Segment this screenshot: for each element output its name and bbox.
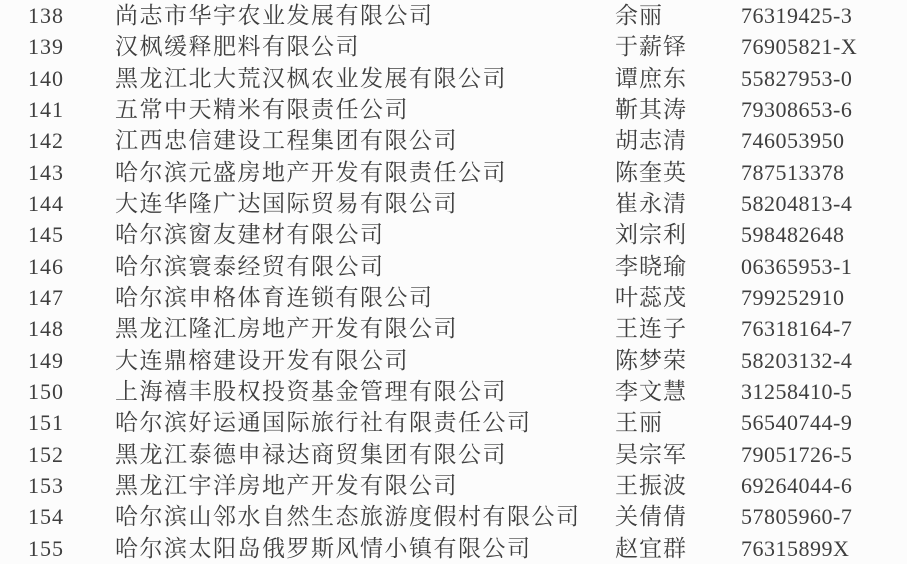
legal-representative-cell: 靳其涛 — [615, 96, 687, 122]
registration-code-cell: 79308653-6 — [741, 96, 853, 122]
row-number-cell: 144 — [28, 190, 64, 216]
registration-code-cell: 799252910 — [741, 284, 845, 310]
registration-code-cell: 76318164-7 — [741, 316, 853, 342]
registration-code-cell: 58203132-4 — [741, 347, 853, 373]
legal-representative-cell: 胡志清 — [615, 128, 687, 154]
registration-code-cell: 746053950 — [741, 128, 845, 154]
row-number-cell: 142 — [28, 128, 64, 154]
legal-representative-cell: 崔永清 — [615, 190, 687, 216]
registration-code-cell: 76905821-X — [741, 34, 858, 60]
row-number-cell: 146 — [28, 253, 64, 279]
company-name-cell: 哈尔滨元盛房地产开发有限责任公司 — [115, 159, 507, 185]
legal-representative-cell: 陈梦荣 — [615, 347, 687, 373]
legal-representative-cell: 关倩倩 — [615, 504, 687, 530]
legal-representative-cell: 王丽 — [615, 410, 663, 436]
legal-representative-cell: 陈奎英 — [615, 159, 687, 185]
row-number-cell: 155 — [28, 535, 64, 561]
company-name-cell: 尚志市华宇农业发展有限公司 — [115, 3, 434, 28]
company-name-cell: 哈尔滨窗友建材有限公司 — [115, 222, 385, 248]
registration-code-cell: 76315899X — [741, 535, 850, 561]
row-number-cell: 145 — [28, 222, 64, 248]
registration-code-cell: 69264044-6 — [741, 472, 853, 498]
legal-representative-cell: 赵宜群 — [615, 535, 687, 561]
table-row — [0, 157, 907, 188]
table-row — [0, 501, 907, 532]
table-row — [0, 282, 907, 313]
company-name-cell: 五常中天精米有限责任公司 — [115, 96, 409, 122]
legal-representative-cell: 于薪铎 — [615, 34, 687, 60]
company-name-cell: 黑龙江北大荒汉枫农业发展有限公司 — [115, 65, 507, 91]
row-number-cell: 143 — [28, 159, 64, 185]
table-row — [0, 470, 907, 501]
company-name-cell: 上海禧丰股权投资基金管理有限公司 — [115, 378, 507, 404]
registration-code-cell: 55827953-0 — [741, 65, 853, 91]
row-number-cell: 153 — [28, 472, 64, 498]
row-number-cell: 151 — [28, 410, 64, 436]
company-name-cell: 大连华隆广达国际贸易有限公司 — [115, 190, 458, 216]
row-number-cell: 152 — [28, 441, 64, 467]
company-name-cell: 哈尔滨好运通国际旅行社有限责任公司 — [115, 410, 532, 436]
registration-code-cell: 598482648 — [741, 222, 845, 248]
legal-representative-cell: 李晓瑜 — [615, 253, 687, 279]
company-name-cell: 哈尔滨寰泰经贸有限公司 — [115, 253, 385, 279]
table-row — [0, 533, 907, 564]
legal-representative-cell: 刘宗利 — [615, 222, 687, 248]
company-name-cell: 哈尔滨申格体育连锁有限公司 — [115, 284, 434, 310]
registration-code-cell: 57805960-7 — [741, 504, 853, 530]
registration-code-cell: 06365953-1 — [741, 253, 853, 279]
row-number-cell: 138 — [28, 3, 64, 28]
table-row — [0, 188, 907, 219]
table-row — [0, 94, 907, 125]
table-row — [0, 439, 907, 470]
row-number-cell: 147 — [28, 284, 64, 310]
legal-representative-cell: 王振波 — [615, 472, 687, 498]
row-number-cell: 141 — [28, 96, 64, 122]
legal-representative-cell: 叶蕊茂 — [615, 284, 687, 310]
registration-code-cell: 31258410-5 — [741, 378, 853, 404]
company-name-cell: 黑龙江宇洋房地产开发有限公司 — [115, 472, 458, 498]
company-name-cell: 哈尔滨太阳岛俄罗斯风情小镇有限公司 — [115, 535, 532, 561]
legal-representative-cell: 吴宗军 — [615, 441, 687, 467]
registration-code-cell: 79051726-5 — [741, 441, 853, 467]
registration-code-cell: 58204813-4 — [741, 190, 853, 216]
row-number-cell: 140 — [28, 65, 64, 91]
table-row — [0, 125, 907, 156]
row-number-cell: 149 — [28, 347, 64, 373]
table-row — [0, 219, 907, 250]
registration-code-cell: 76319425-3 — [741, 3, 853, 28]
company-name-cell: 汉枫缓释肥料有限公司 — [115, 34, 360, 60]
legal-representative-cell: 谭庶东 — [615, 65, 687, 91]
row-number-cell: 154 — [28, 504, 64, 530]
company-name-cell: 黑龙江隆汇房地产开发有限公司 — [115, 316, 458, 342]
table-row — [0, 63, 907, 94]
registration-code-cell: 787513378 — [741, 159, 845, 185]
row-number-cell: 150 — [28, 378, 64, 404]
legal-representative-cell: 王连子 — [615, 316, 687, 342]
table-row — [0, 345, 907, 376]
table-row — [0, 376, 907, 407]
company-name-cell: 哈尔滨山邻水自然生态旅游度假村有限公司 — [115, 504, 581, 530]
legal-representative-cell: 余丽 — [615, 3, 663, 28]
table-row — [0, 313, 907, 344]
table-row — [0, 0, 907, 31]
table-row — [0, 31, 907, 62]
table-row — [0, 407, 907, 438]
legal-representative-cell: 李文慧 — [615, 378, 687, 404]
company-name-cell: 大连鼎榕建设开发有限公司 — [115, 347, 409, 373]
company-name-cell: 黑龙江泰德申禄达商贸集团有限公司 — [115, 441, 507, 467]
table-row — [0, 251, 907, 282]
row-number-cell: 148 — [28, 316, 64, 342]
row-number-cell: 139 — [28, 34, 64, 60]
company-name-cell: 江西忠信建设工程集团有限公司 — [115, 128, 458, 154]
registration-code-cell: 56540744-9 — [741, 410, 853, 436]
